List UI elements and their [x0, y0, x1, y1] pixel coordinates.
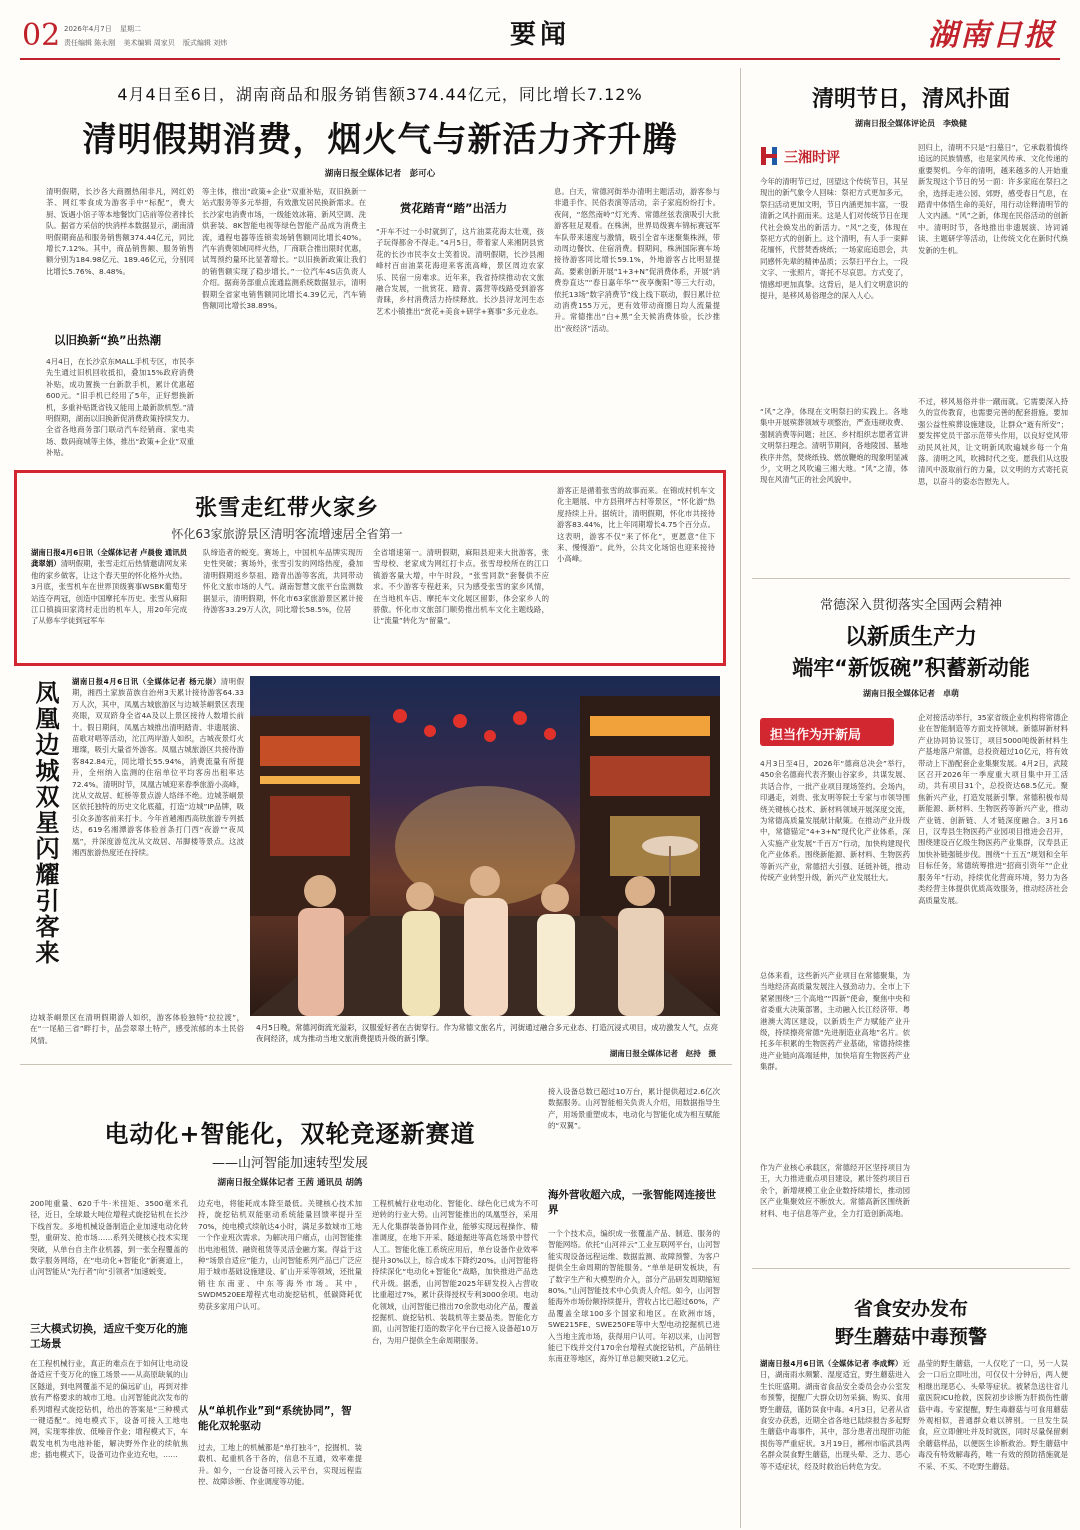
- lead-text-4: 息。白天，常德河街举办清明主题活动，游客参与非遗手作、民俗表演等活动，亲子家庭纷纷打卡。夜间，“悠然南岭”灯光秀、常德丝弦表演吸引大批游客驻足观看。在株洲，世界局级赛车锦标赛冠军车队带来速度与激情，吸引全省车迷聚集株洲，带动周边餐饮、住宿消费。假期间，株洲国际赛车场接待游客同比增长59.1%，外地游客占比明显提高。要素创新开展“1+3+N”促消费体系，开展“消费券直达”“春日嘉年华”“夜享衡阳”等三大行动，依托13场“数字消费节”线上线下联动，假日累计拉动消费155万元，更有效带动商圈日均人流量提升。常德推出“白+黑”全天候消费体验，长沙推出“夜经济”活动。: [554, 187, 720, 333]
- commentary-col-2: [918, 142, 1068, 556]
- editor-label: 责任编辑: [64, 39, 92, 47]
- changde-title-2: 端牢“新饭碗”积蓄新动能: [792, 656, 1030, 680]
- divider-mid: [20, 1064, 732, 1065]
- commentary-text-2b: 不过，移风易俗并非一蹴而就。它需要深入持久的宣传教育，也需要完善的配套措施。要加强公益性殡葬设施建设，让群众“逝有所安”；要发挥党员干部示范带头作用，以良好党风带动民风社风，让文明新风吹遍城乡每一个角落。清明之风，吹拂时代之变。愿我们从这股清风中汲取前行的力量，以文明的方式寄托哀思，以奋斗的姿态告慰先人。: [918, 397, 1068, 486]
- ev-byline: 湖南日报全媒体记者 王茜 通讯员 胡鸽: [217, 1178, 363, 1188]
- photo-scene: [250, 676, 720, 1016]
- commentary-text-1b: “风”之净，体现在文明祭扫的实践上。各地集中开展殡葬领域专项整治，严查违规收费、强制消费等问题；社区、乡村组织志愿者宣讲文明祭扫理念。清明节期间，各地陵园、墓地秩序井然，焚烧纸钱、燃放鞭炮的现象明显减少，文明之风吹遍三湘大地。“风”之清，体现在风清气正的社会风貌中。: [760, 407, 908, 485]
- ev-text-1b: 在工程机械行业，真正的难点在于如何让电动设备适应千变万化的施工场景——从高原缺氧的山区隧道，到电网覆盖不足的偏远矿山，再到对排放有严格要求的城市工地。山河智能此次发布的系列增程式旋挖钻机，给出的答案是“三种模式一键适配”。纯电模式下，设备可接入工地电网，实现零排放、低噪音作业；增程模式下，车载发电机为电池补能，解决野外作业的续航焦虑；插电模式下，设备可边作业边充电，……: [30, 1359, 188, 1460]
- changde-text-1b: 总体来看，这些新兴产业项目在常德聚集，为当地经济高质量发展注入强劲动力。全市上下紧紧围绕“三个高地”“四新”使命，聚焦中央和省委重大决策部署，主动融入长江经济带、粤港澳大湾区建设，以新质生产力赋能产业升级，持续擦亮常德“先进制造业高地”名片。依托多年积累的生物医药产业基础，常德持续推进产业链向高端延伸，加快培育生物医药产业集群。: [760, 971, 910, 1072]
- feature-title: 张雪走红带火家乡: [194, 496, 379, 521]
- mushroom-text-2: 晶莹的野生蘑菇，一人仅吃了一口，另一人误会一口后立即吐出，可仅仅十分钟后，两人便相继出现恶心、头晕等症状。被紧急送往省儿童医院ICU抢救，医院初步诊断为肝损伤性蘑菇中毒。专家提醒，野生毒蘑菇与可食用蘑菇外观相似，普通群众难以辨别。一旦发生误食，应立即催吐并及时就医，同时尽量保留剩余蘑菇样品，以便医生诊断救治。野生蘑菇中毒没有特效解毒药，唯一有效的预防措施就是不采、不买、不吃野生蘑菇。: [918, 1359, 1068, 1471]
- feature-lead-bold: 湖南日报4月6日讯（全媒体记者 卢晨俊 通讯员 龚翠娟）: [31, 548, 187, 569]
- ev-text-2b: 过去，工地上的机械都是“单打独斗”，挖掘机、装载机、起重机各干各的，信息不互通，效率难提升。如今，一台设备可接入云平台，实现远程监控、故障诊断、作业调度等功能。: [198, 1443, 362, 1487]
- ev-text-4a: 接入设备总数已超过10万台，累计提供超过2.6亿次数据服务。山河智能相关负责人介绍，用数据指导生产，用场景重塑成本，电动化与智能化成为相互赋能的“双翼”。: [548, 1087, 720, 1131]
- lead-kicker: 4月4日至6日，湖南商品和服务销售额374.44亿元，同比增长7.12%: [117, 85, 643, 104]
- mushroom-col-1: [760, 1358, 910, 1524]
- feature-text-4: 游客正是循着张雪的故事而来。在锦成村机车文化主题展、中方县荆坪古村等景区，“怀化游”热度持续上升。据统计，清明假期，怀化市共接待游客83.44%，比上年同期增长4.75个百分点。这表明，游客不仅“来了怀化”，更愿意“住下来、慢慢游”。此外，公共文化场馆也迎来接待小高峰。: [557, 486, 715, 564]
- feature-text-1: 清明假期，张雪走红后热情邀请网友来他的家乡做客，让这个春天里的怀化格外火热。3月底，张雪机车在世界顶级赛事WSBK葡萄牙站连夺两冠，创造中国摩托车历史。张雪从麻阳江口镇搞田家湾村走出的机车人，用20年完成了从修车学徒到冠军车: [31, 559, 187, 626]
- lead-text-2: 等主体，推出“政策+企业”双重补贴，双旧换新一站式服务等多元举措，有效激发居民换新需求。在长沙家电消费市场，一级能效冰箱、新风空调、洗烘套装、8K智能电视等绿色智能产品成为消费主流，通程电器等连锁卖场销售额同比增长40%。汽车消费领域同样火热，厂商联合推出限时优惠，试驾预约量环比显著增长。“以旧换新政策让我们的销售额实现了稳步增长。”一位汽车4S店负责人介绍。据商务部重点流通监测系统数据显示，清明假期全省家电销售额同比增长4.39亿元，汽车销售额同比增长38.89%。: [202, 187, 366, 311]
- changde-byline: 湖南日报全媒体记者 卓萌: [863, 689, 959, 698]
- ev-subhead-1: 三大模式切换，适应千变万化的施工场景: [30, 1323, 188, 1350]
- lead-headline: 清明假期消费，烟火气与新活力齐升腾: [82, 120, 678, 160]
- lead-byline: 湖南日报全媒体记者 彭可心: [324, 169, 436, 179]
- changde-banner-text: 担当作为开新局: [770, 728, 862, 743]
- changde-kicker: 常德深入贯彻落实全国两会精神: [819, 598, 1002, 613]
- changde-text-1c: 作为产业核心承载区，常德经开区坚持项目为王，大力推进重点项目建设，累计签约项目百余个，新增规模工业企业数持续增长，推动园区产业集聚效应不断放大。常德高新区围绕新材料、电子信息等产业，全力打造创新高地。: [760, 1163, 910, 1218]
- lead-text-1: 清明假期，长沙各大商圈热闹非凡，网红奶茶、网红零食成为游客手中“标配”，费大厨、饭遇小馆子等本地餐饮门店前等位者排长队。据省方采信的快消样本数据显示，湖南清明假期商品和服务销售额374.44亿元，同比增长7.12%。其中，商品销售额、服务销售额分别为184.98亿元、189.46亿元，分别同比增长5.76%、8.48%。: [46, 187, 194, 276]
- feature-box: [14, 470, 726, 666]
- lead-col-1: [46, 186, 194, 466]
- commentary-text-1: 今年的清明节已过，回望这个传统节日，其呈现出的新气象令人回味：祭祀方式更加多元，祭扫活动更加文明，节日内涵更加丰富，一股清新之风扑面而来。这是人们对传统节日在现代社会焕发出的新活力。“风”之变，体现在祭祀方式的创新上。这个清明，有人手一束鲜花缅怀，代替焚香烧纸；一场家庭追思会，共同感怀先辈的精神品质；云祭扫平台上，一段文字、一张照片，寄托不尽哀思。方式变了，情感却更加真挚。这背后，是人们文明意识的提升，是移风易俗理念的深入人心。: [760, 177, 908, 301]
- ev-text-3: 工程机械行业电动化、智能化、绿色化已成为不可逆转的行业大势。山河智能推出的凤凰型谷，采用无人化集群装备协同作业，能够实现远程操作、精准调度，在地下开采、隧道掘进等高危场景中替代人工。智能化施工系统应用后，单台设备作业效率提升30%以上，综合成本下降约20%。山河智能将持续深化“电动化+智能化”战略，加快推进产品迭代升级。据悉，山河智能2025年研发投入占营收比重超过7%，累计获得授权专利3000余项。电动化领域，山河智能已推出70余款电动化产品，覆盖挖掘机、旋挖钻机、装载机等主要品类。智能化方面，山河智能打造的数字化平台已接入设备超10万台，为用户提供全生命周期服务。: [372, 1199, 538, 1345]
- mushroom-text-1: 近日，湖南雨水频繁、湿度适宜，野生蘑菇进入生长旺盛期。湖南省食品安全委员会办公室发布预警，提醒广大群众切勿采摘、购买、食用野生蘑菇，谨防误食中毒。4月3日，记者从省食安办获悉，近期全省各地已陆续报告多起野生蘑菇中毒事件，其中，部分患者出现肝功能损伤等严重症状。3月19日，郴州市临武县两名群众误食野生蘑菇，出现头晕、乏力、恶心等不适症状，经及时救治后转危为安。: [760, 1359, 910, 1471]
- divider-right-bottom: [752, 1268, 1070, 1269]
- lead-col-3: [376, 186, 544, 466]
- feature-text-2: 队缔造者的蜕变。赛场上，中国机车品牌实现历史性突破；赛场外，张雪引发的网络热度，叠加清明假期返乡祭祖、踏青出游等客流，共同带动怀化文旅市场的人气。湖南智慧文旅平台监测数据显示，清明假期，怀化市63家旅游景区累计接待游客33.29万人次，同比增长58.5%，位居: [203, 548, 363, 615]
- ev-subtitle: ——山河智能加速转型发展: [211, 1156, 368, 1171]
- changde-text-2: 企对接活动举行，35家省级企业机构将常德企业在智能制造等方面支持领域。新德屏新材料产业协同协议签订，项目5000吨级新材料生产基地落户常德，总投资超过10亿元，将有效带动上下游配套企业集聚发展。4月2日，武陵区召开2026年一季度重大项目集中开工活动，共有项目31个，总投资达68.5亿元。聚焦新兴产业，打造发展新引擎。常德积极布局新能源、新材料、生物医药等新兴产业，推动产业链、创新链、人才链深度融合。3月16日，汉寿县生物医药产业园项目推进会召开，围绕建设百亿级生物医药产业集群，汉寿县正加快补链强链步伐。围绕“十五五”规划和全年目标任务，常德统筹推进“招商引资年”“企业服务年”行动，持续优化营商环境，努力为各类经营主体提供优质高效服务，推动经济社会高质量发展。: [918, 713, 1068, 905]
- fenghuang-vertical-title: 凤凰边城双星闪耀引客来: [31, 680, 59, 966]
- photo-credit: 湖南日报全媒体记者 赵持 摄: [609, 1049, 716, 1058]
- ev-text-2: 边充电，将能耗成本降至最低。关键核心技术加持，旋挖钻机双能驱动系统能量回馈率提升至70%，纯电模式续航达4小时，满足多数城市工地一个作业班次需求。为解决用户痛点，山河智能推出电池租赁、融资租赁等灵活金融方案。得益于这种“场景自适应”能力，山河智能系列产品已广泛应用于城市基础设施建设、矿山开采等领域，还批量销往东南亚、中东等海外市场。其中，SWDM520EE增程式电动旋挖钻机，低碳降耗优势获多家用户认可。: [198, 1199, 362, 1311]
- page-number: 02: [22, 18, 61, 53]
- lead-subhead-2: 赏花踏青“踏”出活力: [400, 201, 508, 215]
- feature-subtitle: 怀化63家旅游景区清明客流增速居全省第一: [171, 527, 403, 541]
- lead-text-3: “开车不过一小时就到了，这片油菜花海太壮观，孩子玩得都舍不得走。”4月5日，带着家人来湘阴县赏花的长沙市民李女士笑着说。清明假期，长沙县湘峰村百亩油菜花海迎来客流高峰，景区周边农家乐、民宿一房难求。近年来，我省持续推动农文旅融合发展，一批赏花、踏青、露营等线路受到游客青睐，乡村消费活力持续释放。长沙县浔龙河生态艺术小镇推出“赏花+美食+研学+赛事”多元业态。: [376, 227, 544, 316]
- designer-label: 美术编辑: [123, 39, 152, 47]
- editor-name: 陈永刚: [94, 39, 116, 47]
- commentary-logo-text: 三湘时评: [784, 150, 840, 166]
- ev-col-4: [548, 1086, 720, 1524]
- masthead-rule: [20, 58, 1060, 60]
- photo-caption: 4月5日晚，常德河街流光溢彩，汉服爱好者在古街穿行。作为常德文旅名片，河街通过融合多元业态、打造沉浸式项目，成功激发人气，点亮夜间经济，成为推动当地文旅消费提质升级的新引擎。: [256, 1023, 718, 1044]
- ev-title: 电动化+智能化，双轮竞逐新赛道: [104, 1120, 476, 1148]
- ev-text-4b: 一个个技术点，编织成一张覆盖产品、制造、服务的智能网络。依托“山河祥云”工业互联网平台，山河智能实现设备远程运维、数据监测、故障预警、为客户提供全生命周期的智能服务。“单单是研发板块，有了数字生产和大模型的介入，部分产品研发周期缩短80%。”山河智能技术中心负责人介绍。如今，山河智能海外市场份额持续提升，营收占比已超过60%，产品覆盖全球100多个国家和地区。在欧洲市场，SWE215FE、SWE250FE等中大型电动挖掘机已进入当地主流市场，获得用户认可。年初以来，山河智能已下线并交付170余台增程式旋挖钻机，产品销往东南亚等地区，海外订单总额突破1.2亿元。: [548, 1229, 720, 1364]
- ev-col-1: [30, 1198, 188, 1524]
- fenghuang-text: 清明假期，湘西土家族苗族自治州3天累计接待游客64.33万人次，其中，凤凰古城旅游区与边城茶峒景区表现亮眼，双双跻身全省4A及以上景区接待人数增长前十。假日期间，凤凰古城推出清明踏青、非遗展演、苗歌对唱等活动，沱江两岸游人如织，古城夜景灯火璀璨，吸引大量省外游客。凤凰古城旅游区共接待游客842.84元，同比增长55.94%，消费流量有所提升，全州纳入监测的住宿单位平均客房出租率达72.4%。清明时节，凤凰古城迎来春季旅游小高峰，沈从文故居、虹桥等景点游人络绎不绝。边城茶峒景区依托独特的历史文化底蕴，打造“边城”IP品牌，吸引众多游客前来打卡。今年首趟湘西高铁旅游专列抵达，619名湘潭游客体验首条打门西“夜游”“夜凤凰”，并深度游览沈从文故居、吊脚楼等景点。这波湘西旅游热度还在持续。: [72, 677, 244, 858]
- mushroom-lead-bold: 湖南日报4月6日讯（全媒体记者 李成辉）: [760, 1359, 903, 1368]
- ev-col-2: [198, 1198, 362, 1524]
- feature-text-3: 全省增速第一。清明假期，麻阳县迎来大批游客，张雪母校、老家成为网红打卡点。张雪母校所在的江口镇游客量大增，中午时段，“张雪同款”套餐供不应求。不少游客专程赶来，只为感受张雪的家乡风情，在当地机车店、摩托车文化展区留影，体会家乡人的骄傲。怀化市文旅部门顺势推出机车文化主题线路，让“流量”转化为“留量”。: [373, 548, 549, 626]
- commentary-byline: 湖南日报全媒体评论员 李焕健: [855, 119, 967, 128]
- lead-text-1b: 4月4日，在长沙京东MALL手机专区，市民李先生通过旧机回收抵扣，叠加15%政府消费补贴，成功置换一台新款手机，累计优惠超600元。“旧手机已经用了5年，正好想换新机，多重补贴既省钱又能用上最新款机型。”清明假期，湖南以旧换新促消费政策持续发力。全省各地商务部门联动汽车经销商、家电卖场、数码商城等主体，推出“政策+企业”双重补贴。: [46, 357, 194, 458]
- ev-subhead-2: 从“单机作业”到“系统协同”，智能化双轮驱动: [198, 1405, 352, 1432]
- fenghuang-text-2: 边城茶峒景区在清明假期游人如织，游客体验独特“拉拉渡”，在“一尾船三省”畔打卡，品尝翠翠土特产，感受浓郁的本土民俗风情。: [30, 1013, 244, 1045]
- ev-text-1: 200吨重量、620千牛·米扭矩、3500毫米孔径，近日，全球最大吨位增程式旋挖钻机在长沙下线首发。多地机械设备制造企业加速电动化转型，重研发、抢市场……系列关键核心技术实现突破，从单台自主作业机器，到一张全程覆盖的数字服务网络，在“电动化+智能化”新赛道上，山河智能从“先行者”向“引领者”加速蜕变。: [30, 1199, 188, 1277]
- checker-label: 版式编辑: [182, 39, 211, 47]
- issue-weekday: 星期二: [119, 25, 141, 33]
- designer-name: 周家贝: [153, 39, 175, 47]
- commentary-title: 清明节日，清风扑面: [811, 87, 1010, 112]
- mushroom-title-2: 野生蘑菇中毒预警: [834, 1326, 987, 1348]
- paper-logo: 湖南日报: [928, 18, 1056, 53]
- ev-subhead-4: 海外营收超六成，一张智能网连接世界: [548, 1189, 716, 1216]
- divider-vertical-main: [740, 68, 741, 1528]
- commentary-logo: [760, 145, 870, 169]
- changde-col-1: [760, 758, 910, 1258]
- h-logo-icon: [760, 145, 780, 167]
- changde-title-1: 以新质生产力: [844, 625, 977, 650]
- changde-text-1: 4月3日至4日，2026年“德商总决会”举行，450余名德商代表齐聚山谷家乡，共谋发展、共话合作，一批产业项目现场签约。会场内，印遇走，刘贵、张友明等院士专家与市领导围绕关键核心技术、新材料领域开展深度交流，为常德高质量发展献计献策。在推动产业升级中，常德锚定“4+3+N”现代化产业体系，深入实施产业发展“千百万”行动，加快构建现代化产业体系。围绕新能源、新材料、生物医药等新兴产业，常德招大引强、延链补链，推动传统产业转型升级，新兴产业发展壮大。: [760, 759, 910, 883]
- fenghuang-lead-bold: 湖南日报4月6日讯（全媒体记者 杨元崇）: [72, 677, 221, 686]
- changde-banner: [760, 718, 894, 746]
- divider-commentary-bottom: [752, 578, 1070, 579]
- issue-date: 2026年4月7日: [64, 25, 112, 33]
- feature-col-1: [31, 547, 187, 659]
- night-street-photo: [250, 676, 720, 1016]
- mushroom-title-1: 省食安办发布: [853, 1298, 968, 1320]
- section-title: 要闻: [509, 20, 570, 50]
- checker-name: 刘炜: [213, 39, 228, 47]
- lead-subhead-1: 以旧换新“换”出热潮: [54, 333, 162, 347]
- commentary-col-1: [760, 176, 908, 556]
- masthead: [0, 0, 1080, 62]
- fenghuang-col: [72, 676, 244, 1056]
- commentary-text-2: 回归上，清明不只是“扫墓日”，它承载着慎终追远的民族情感，也是家风传承、文化传递的重要契机。今年的清明，越来越多的人开始重新发现这个节日的另一面：许多家庭在祭扫之余，选择走进公园、郊野，感受春日气息，在踏青中体悟生命的美好，用行动诠释清明节的人文内涵。“风”之新，体现在民俗活动的创新中。清明时节，各地推出非遗展演、诗词诵读、主题研学等活动，让传统文化在新时代焕发新的生机。: [918, 143, 1068, 255]
